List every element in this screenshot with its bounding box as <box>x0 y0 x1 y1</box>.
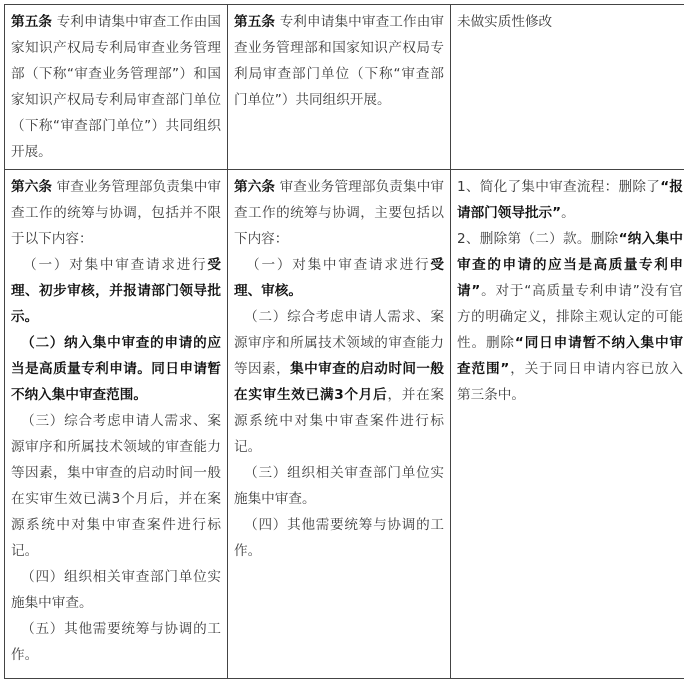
article-paragraph <box>11 9 221 165</box>
table-row-article-5 <box>5 5 684 170</box>
new-text-cell <box>228 170 451 679</box>
clause-4: （四）其他需要统筹与协调的工作。 <box>234 517 444 559</box>
clause-2: （二）纳入集中审查的申请的应当是高质量专利申请。同日申请暂不纳入集中审查范围。 <box>11 335 222 403</box>
new-text-cell <box>228 5 451 170</box>
change-note-1: 1、简化了集中审查流程：删除了“报请部门领导批示”。 <box>457 179 683 221</box>
clause-3: （三）综合考虑申请人需求、案源审序和所属技术领域的审查能力等因素，集中审查的启动时间一般在实审生效已满3个月后，并在案源系统中对集中审查案件进行标记。 <box>11 413 221 559</box>
old-text-cell <box>5 170 228 679</box>
article-paragraph <box>234 9 444 113</box>
article-intro: 审查业务管理部负责集中审查工作的统筹与协调，包括并不限于以下内容： <box>11 179 222 247</box>
clause-1: （一）对集中审查请求进行受理、审核。 <box>234 257 444 299</box>
article-text: 专利申请集中审查工作由国家知识产权局专利局审查业务管理部（下称“审查业务管理部”）和国家知识产权局专利局审查部门单位（下称“审查部门单位”）共同组织开展。 <box>11 14 222 160</box>
clause-3: （三）组织相关审查部门单位实施集中审查。 <box>234 465 444 507</box>
article-number: 第六条 <box>234 179 276 195</box>
article-number: 第五条 <box>11 14 53 30</box>
table-row-article-6 <box>5 170 684 679</box>
old-text-cell <box>5 5 228 170</box>
change-note-2: 2、删除第（二）款。删除“纳入集中审查的申请的应当是高质量专利申请”。对于“高质量专利申请”没有官方的明确定义，排除主观认定的可能性。删除“同日申请暂不纳入集中审查范围”，关于同日申请内容已放入第三条中。 <box>457 231 684 403</box>
clause-1: （一）对集中审查请求进行受理、初步审核，并报请部门领导批示。 <box>11 257 221 325</box>
article-number: 第五条 <box>234 14 276 30</box>
article-text: 专利申请集中审查工作由审查业务管理部和国家知识产权局专利局审查部门单位（下称“审查部门单位”）共同组织开展。 <box>234 14 445 108</box>
article-number: 第六条 <box>11 179 53 195</box>
comparison-table <box>4 4 684 679</box>
article-paragraph <box>234 174 444 252</box>
clause-4: （四）组织相关审查部门单位实施集中审查。 <box>11 569 221 611</box>
article-intro: 审查业务管理部负责集中审查工作的统筹与协调，主要包括以下内容： <box>234 179 445 247</box>
change-note-cell <box>451 170 684 679</box>
clause-5: （五）其他需要统筹与协调的工作。 <box>11 621 221 663</box>
change-note: 未做实质性修改 <box>457 14 553 30</box>
clause-2: （二）综合考虑申请人需求、案源审序和所属技术领域的审查能力等因素，集中审查的启动时间一般在实审生效已满3个月后，并在案源系统中对集中审查案件进行标记。 <box>234 309 445 455</box>
article-paragraph <box>11 174 221 252</box>
change-note-cell <box>451 5 684 170</box>
